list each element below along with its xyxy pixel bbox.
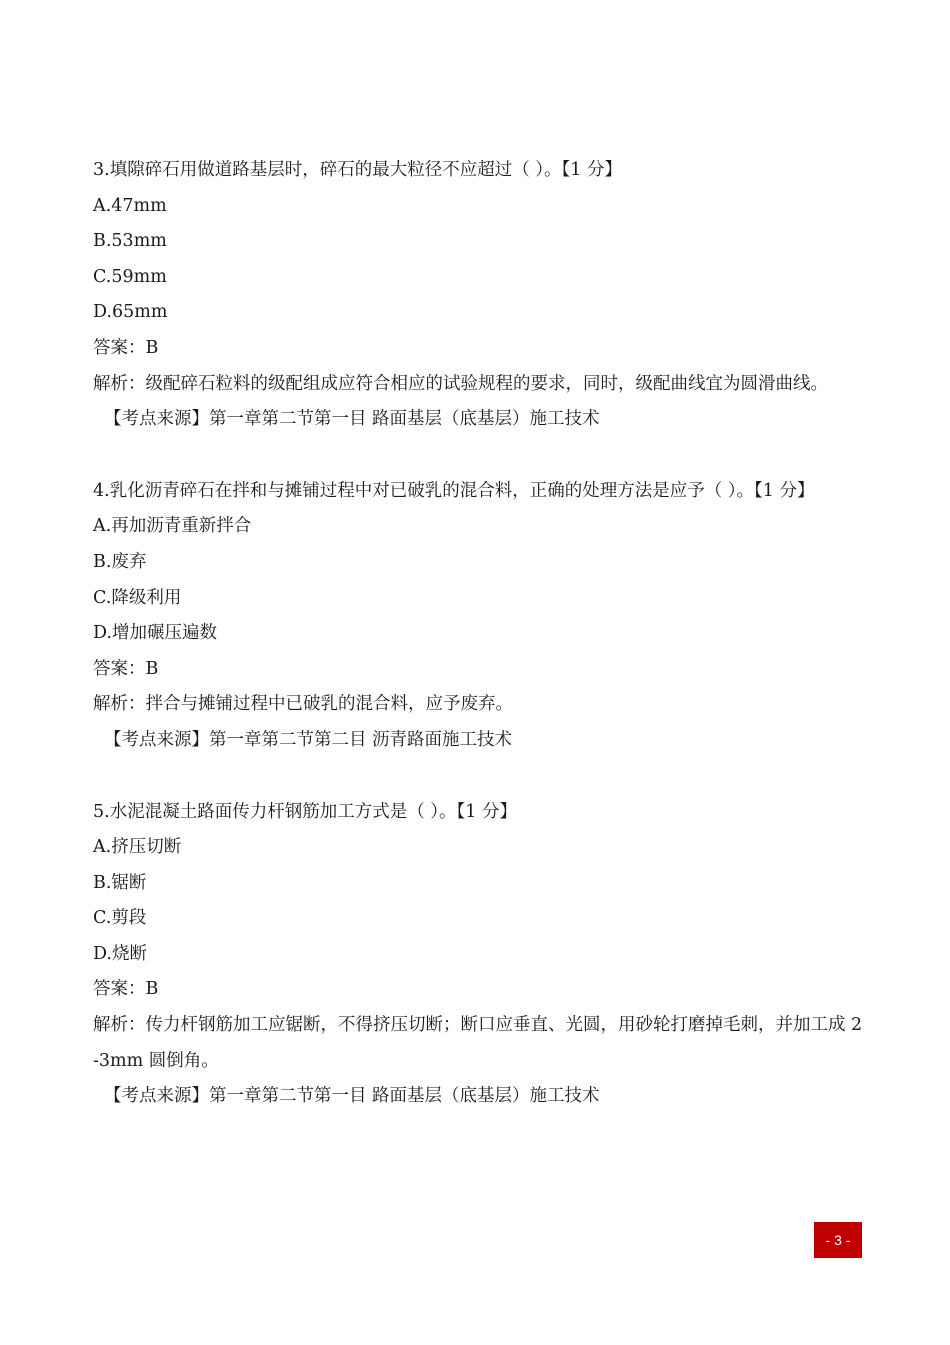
option-b: B.锯断 (93, 872, 147, 893)
analysis: 解析：级配碎石粒料的级配组成应符合相应的试验规程的要求，同时，级配曲线宜为圆滑曲线。 (93, 373, 828, 394)
option-d: D.65mm (93, 302, 168, 323)
option-b: B.53mm (93, 231, 167, 252)
answer: 答案：B (93, 979, 159, 1000)
option-d: D.烧断 (93, 943, 147, 964)
source: 【考点来源】第一章第二节第二目 沥青路面施工技术 (104, 729, 513, 750)
question-5 (93, 795, 865, 1115)
option-a: A.47mm (93, 195, 167, 216)
document-body (93, 153, 865, 1151)
option-c: C.降级利用 (93, 587, 182, 608)
answer: 答案：B (93, 658, 159, 679)
source: 【考点来源】第一章第二节第一目 路面基层（底基层）施工技术 (104, 1086, 600, 1107)
question-4 (93, 474, 865, 759)
page-number-badge: - 3 - (814, 1222, 862, 1258)
option-b: B.废弃 (93, 551, 147, 572)
analysis: 解析：传力杆钢筋加工应锯断，不得挤压切断；断口应垂直、光圆，用砂轮打磨掉毛刺，并加工成 2-3mm 圆倒角。 (93, 1015, 863, 1071)
question-stem: 3.填隙碎石用做道路基层时，碎石的最大粒径不应超过（ ）。【1 分】 (93, 160, 622, 180)
question-stem: 4.乳化沥青碎石在拌和与摊铺过程中对已破乳的混合料，正确的处理方法是应予（ ）。【1 分】 (93, 480, 815, 501)
source: 【考点来源】第一章第二节第一目 路面基层（底基层）施工技术 (104, 409, 600, 430)
option-a: A.再加沥青重新拌合 (93, 516, 252, 537)
question-stem: 5.水泥混凝土路面传力杆钢筋加工方式是（ ）。【1 分】 (93, 801, 517, 822)
answer: 答案：B (93, 337, 159, 358)
analysis: 解析：拌合与摊铺过程中已破乳的混合料，应予废弃。 (93, 694, 513, 715)
option-a: A.挤压切断 (93, 837, 182, 858)
option-d: D.增加碾压遍数 (93, 623, 217, 644)
question-3 (93, 153, 865, 438)
option-c: C.59mm (93, 266, 167, 287)
option-c: C.剪段 (93, 908, 147, 929)
